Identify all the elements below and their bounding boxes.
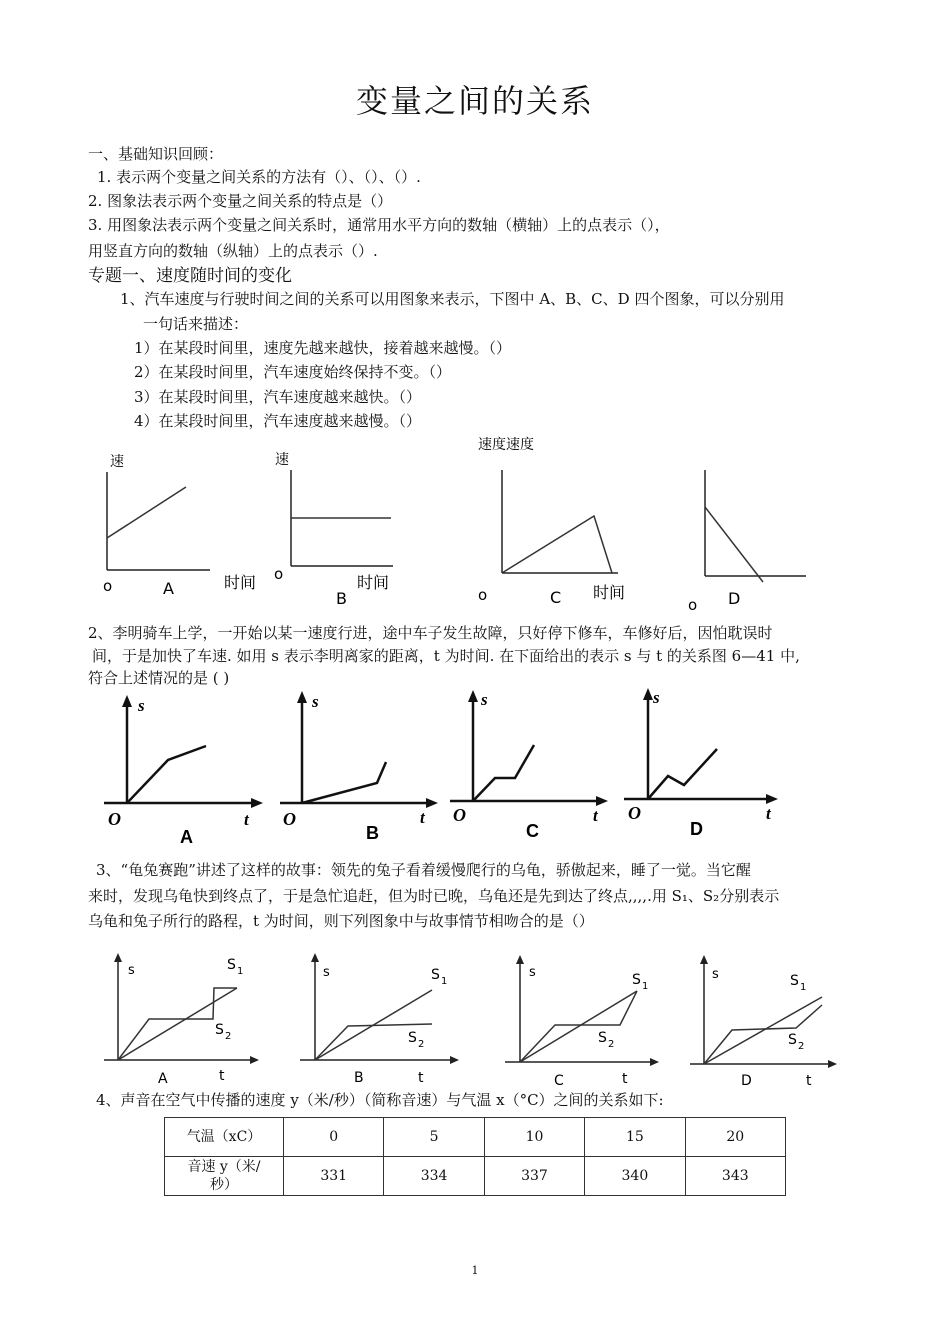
race-b-s: s [323, 965, 330, 980]
graph-a-time: 时间 [224, 573, 257, 592]
graph-b-y-label: 速 [275, 452, 289, 468]
race-c-t: t [622, 1071, 628, 1087]
speed-graph-a [103, 453, 256, 598]
race-b-arrow-x [450, 1056, 459, 1064]
q2-line2: 间，于是加快了车速. 如用 s 表示李明离家的距离，t 为时间. 在下面给出的表示 s 与 t 的关系图 6—41 中, [92, 647, 800, 665]
section1-heading: 一、基础知识回顾： [88, 145, 224, 163]
table-cell: 331 [284, 1157, 384, 1196]
race-d-line-s2 [704, 1005, 822, 1064]
race-b-t: t [418, 1070, 424, 1086]
speed-graph-c [478, 470, 625, 607]
table-row-temperature [165, 1118, 786, 1157]
page-number: 1 [471, 1264, 479, 1277]
race-graph-a [104, 953, 259, 1087]
dist-c-o: O [453, 805, 466, 825]
topic1-item-2: 2）在某段时间里，汽车速度始终保持不变。（） [134, 363, 452, 381]
distance-graphs [0, 685, 950, 845]
graph-a-y-label: 速 [110, 454, 124, 470]
race-c-s2-sub: 2 [608, 1039, 615, 1050]
dist-b-t: t [420, 808, 425, 827]
dist-c-arrow-x [596, 796, 608, 806]
race-a-t: t [219, 1068, 225, 1084]
topic1-heading: 专题一、速度随时间的变化 [88, 266, 292, 286]
dist-b-arrow-x [426, 798, 438, 808]
topic1-p1-line2: 一句话来描述： [143, 315, 249, 333]
section1-q3a: 3. 用图象法表示两个变量之间关系时，通常用水平方向的数轴（横轴）上的点表示（）， [88, 216, 670, 234]
graph-c-line [502, 516, 612, 573]
table-cell: 340 [585, 1157, 685, 1196]
graph-c-letter: C [550, 588, 562, 607]
dist-d-t: t [766, 804, 771, 823]
speed-header: 速度速度 [478, 437, 534, 453]
graph-b-origin: o [274, 565, 284, 583]
sound-speed-table [164, 1117, 786, 1196]
dist-d-arrow-x [766, 794, 778, 804]
graph-a-line [107, 487, 186, 538]
dist-d-line [648, 749, 717, 799]
table-head-speed-line2: 秒） [210, 1177, 238, 1193]
race-d-s: s [712, 967, 719, 982]
race-b-s1-sub: 1 [441, 976, 448, 987]
q4-text: 4、声音在空气中传播的速度 y（米/秒）（简称音速）与气温 x（°C）之间的关系如下: [96, 1091, 664, 1109]
table-cell: 343 [685, 1157, 785, 1196]
race-graph-b [300, 953, 459, 1086]
graph-c-origin: o [478, 586, 488, 604]
dist-d-o: O [628, 803, 641, 823]
dist-d-s: s [653, 688, 660, 707]
race-d-arrow-x [828, 1060, 837, 1068]
race-d-s1-sub: 1 [800, 982, 807, 993]
race-c-letter: C [554, 1073, 564, 1089]
q3-line3: 乌龟和兔子所行的路程，t 为时间，则下列图象中与故事情节相吻合的是（） [88, 912, 594, 930]
graph-d-letter: D [728, 589, 741, 608]
topic1-item-4: 4）在某段时间里，汽车速度越来越慢。（） [134, 412, 422, 430]
dist-a-arrow-x [251, 798, 263, 808]
table-head-speed [165, 1157, 284, 1196]
section1-q3b: 用竖直方向的数轴（纵轴）上的点表示（）. [88, 242, 378, 260]
race-a-s1: S [227, 957, 236, 973]
table-cell: 5 [384, 1118, 484, 1157]
race-b-s2-sub: 2 [418, 1039, 425, 1050]
race-d-s2-sub: 2 [798, 1041, 805, 1052]
distance-graph-b [280, 691, 438, 843]
dist-a-letter: A [180, 827, 193, 847]
dist-c-arrow-y [468, 690, 478, 702]
q3-line1: 3、“龟兔赛跑”讲述了这样的故事：领先的兔子看着缓慢爬行的乌龟，骄傲起来，睡了一觉。当它醒 [96, 861, 751, 879]
dist-d-arrow-y [643, 688, 653, 700]
race-d-s1: S [790, 973, 799, 989]
race-a-s2: S [215, 1022, 224, 1038]
race-b-s1: S [431, 967, 440, 983]
race-c-s: s [529, 965, 536, 980]
race-graph-d [690, 955, 837, 1089]
dist-a-o: O [108, 809, 121, 829]
race-a-s: s [128, 963, 135, 978]
dist-b-letter: B [366, 823, 379, 843]
race-graph-c [505, 955, 659, 1089]
topic1-item-3: 3）在某段时间里，汽车速度越来越快。（） [134, 388, 422, 406]
table-cell: 334 [384, 1157, 484, 1196]
dist-b-o: O [283, 809, 296, 829]
race-a-s2-sub: 2 [225, 1031, 232, 1042]
dist-a-line [127, 746, 206, 803]
table-cell: 10 [484, 1118, 584, 1157]
dist-c-letter: C [526, 821, 539, 841]
table-head-speed-line1: 音速 y（米/ [187, 1159, 261, 1175]
topic1-p1-line1: 1、汽车速度与行驶时间之间的关系可以用图象来表示，下图中 A、B、C、D 四个图象，可以分别用 [120, 290, 785, 308]
dist-b-line [302, 762, 386, 803]
race-d-letter: D [741, 1073, 752, 1089]
page-title: 变量之间的关系 [355, 82, 594, 120]
distance-graph-a [104, 695, 263, 847]
distance-graph-c [450, 690, 608, 841]
speed-graph-d [688, 470, 806, 614]
table-cell: 20 [685, 1118, 785, 1157]
race-c-arrow-y [516, 955, 524, 964]
q2-line3: 符合上述情况的是 ( ) [88, 669, 230, 687]
topic1-item-1: 1）在某段时间里，速度先越来越快，接着越来越慢。（） [134, 339, 512, 357]
table-row-speed [165, 1157, 786, 1196]
table-cell: 337 [484, 1157, 584, 1196]
race-b-s2: S [408, 1030, 417, 1046]
race-a-arrow-y [114, 953, 122, 962]
race-c-arrow-x [650, 1058, 659, 1066]
race-graphs [0, 948, 950, 1093]
race-c-s1-sub: 1 [642, 981, 649, 992]
race-c-s2: S [598, 1030, 607, 1046]
section1-q2: 2. 图象法表示两个变量之间关系的特点是（） [88, 192, 393, 210]
distance-graph-d [624, 688, 778, 839]
race-d-line-s1 [704, 997, 822, 1064]
graph-a-origin: o [103, 577, 113, 595]
race-a-letter: A [158, 1071, 168, 1087]
graph-d-origin: o [688, 596, 698, 614]
speed-graphs [0, 430, 950, 615]
dist-a-arrow-y [122, 695, 132, 707]
dist-d-letter: D [690, 819, 703, 839]
dist-b-s: s [312, 692, 319, 711]
race-a-arrow-x [250, 1056, 259, 1064]
race-c-line-s1 [520, 991, 637, 1062]
race-a-s1-sub: 1 [237, 966, 244, 977]
graph-b-time: 时间 [357, 573, 390, 592]
graph-a-letter: A [163, 579, 174, 598]
q3-line2: 来时，发现乌龟快到终点了，于是急忙追赶，但为时已晚，乌龟还是先到达了终点,,,,.用 S₁、S₂分别表示 [88, 887, 780, 905]
q2-line1: 2、李明骑车上学，一开始以某一速度行进，途中车子发生故障，只好停下修车，车修好后，因怕耽误时 [88, 624, 773, 642]
race-c-s1: S [632, 972, 641, 988]
race-b-letter: B [354, 1070, 364, 1086]
table-cell: 0 [284, 1118, 384, 1157]
dist-b-arrow-y [297, 691, 307, 703]
speed-graph-b [274, 451, 393, 608]
dist-c-s: s [481, 690, 488, 709]
table-cell: 15 [585, 1118, 685, 1157]
race-d-t: t [806, 1073, 812, 1089]
race-d-s2: S [788, 1032, 797, 1048]
graph-b-letter: B [336, 589, 347, 608]
race-b-arrow-y [311, 953, 319, 962]
dist-c-t: t [593, 806, 598, 825]
table-head-temperature: 气温（xC） [165, 1118, 284, 1157]
race-d-arrow-y [700, 955, 708, 964]
dist-a-s: s [138, 696, 145, 715]
section1-q1: 1. 表示两个变量之间关系的方法有（）、（）、（）. [97, 168, 421, 186]
dist-c-line [473, 745, 534, 801]
graph-d-line [705, 507, 763, 582]
graph-c-time: 时间 [593, 583, 626, 602]
dist-a-t: t [244, 810, 249, 829]
